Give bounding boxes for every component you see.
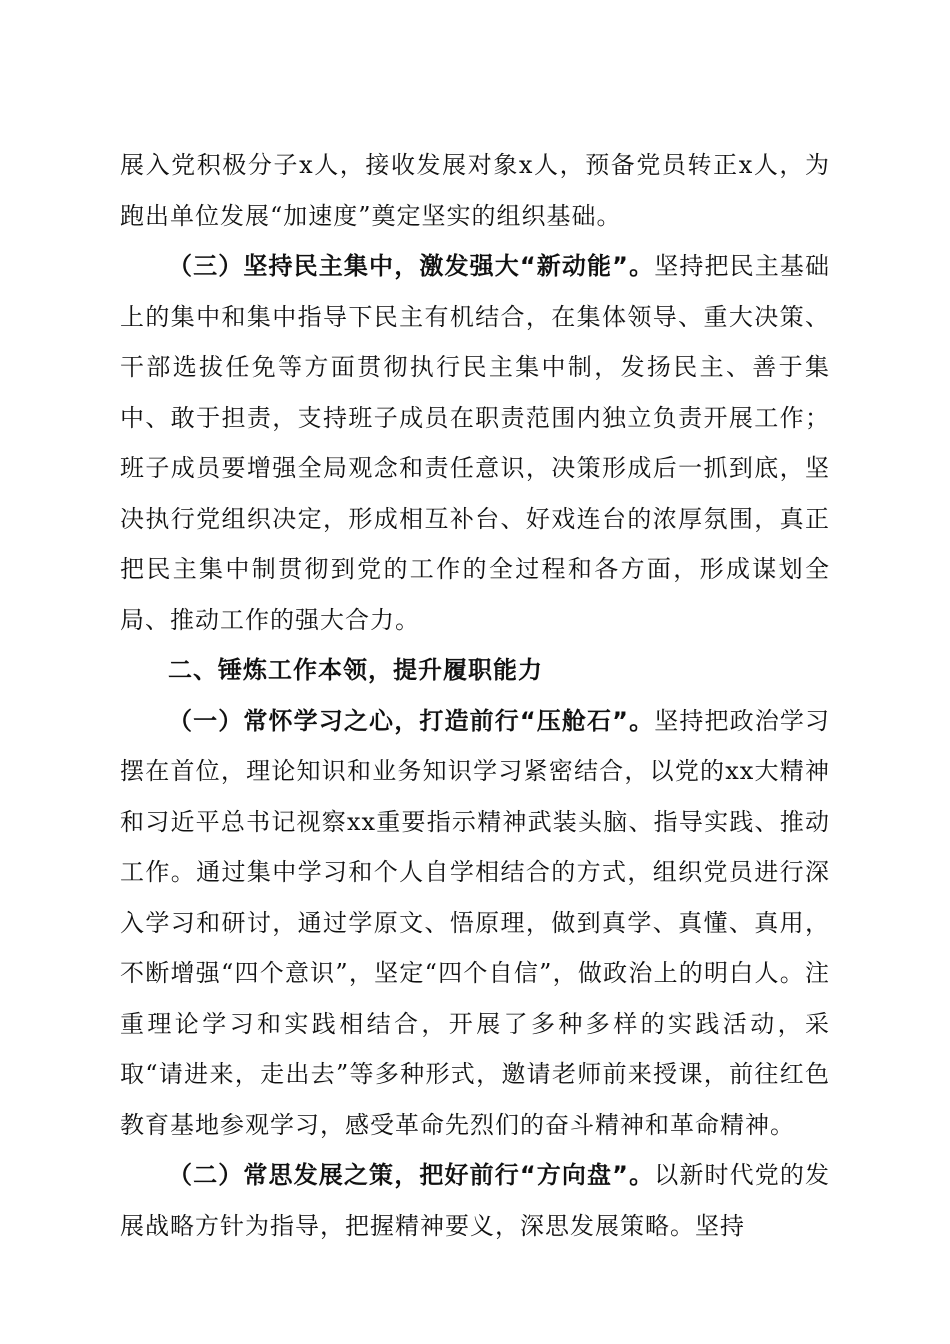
document-body <box>120 140 830 1251</box>
paragraph-development <box>120 1150 830 1251</box>
paragraph-text: 展入党积极分子x人，接收发展对象x人，预备党员转正x人，为跑出单位发展“加速度”奠定坚实的组织基础。 <box>120 151 830 230</box>
paragraph-lead: （一）常怀学习之心，打造前行“压舱石”。 <box>168 706 655 735</box>
paragraph-democratic-centralism <box>120 241 830 645</box>
paragraph-continued <box>120 140 830 241</box>
paragraph-lead: （三）坚持民主集中，激发强大“新动能”。 <box>168 252 655 280</box>
paragraph-text: 坚持把政治学习摆在首位，理论知识和业务知识学习紧密结合，以党的xx大精神和习近平总书记视察xx重要指示精神武装头脑、指导实践、推动工作。通过集中学习和个人自学相结合的方式，组织党员进行深入学习和研讨，通过学原文、悟原理，做到真学、真懂、真用，不断增强“四个意识”，坚定“四个自信”，做政治上的明白人。注重理论学习和实践相结合，开展了多种多样的实践活动，采取“请进来，走出去”等多种形式，邀请老师前来授课，前往红色教育基地参观学习，感受革命先烈们的奋斗精神和革命精神。 <box>120 706 830 1139</box>
paragraph-text: 坚持把民主基础上的集中和集中指导下民主有机结合，在集体领导、重大决策、干部选拔任免等方面贯彻执行民主集中制，发扬民主、善于集中、敢于担责，支持班子成员在职责范围内独立负责开展工作；班子成员要增强全局观念和责任意识，决策形成后一抓到底，坚决执行党组织决定，形成相互补台、好戏连台的浓厚氛围，真正把民主集中制贯彻到党的工作的全过程和各方面，形成谋划全局、推动工作的强大合力。 <box>120 252 830 634</box>
section-heading: 二、锤炼工作本领，提升履职能力 <box>168 656 543 684</box>
paragraph-lead: （二）常思发展之策，把好前行“方向盘”。 <box>168 1161 655 1189</box>
paragraph-study <box>120 696 830 1151</box>
paragraph-text: 以新时代党的发展战略方针为指导，把握精神要义，深思发展策略。坚持 <box>120 1161 830 1240</box>
